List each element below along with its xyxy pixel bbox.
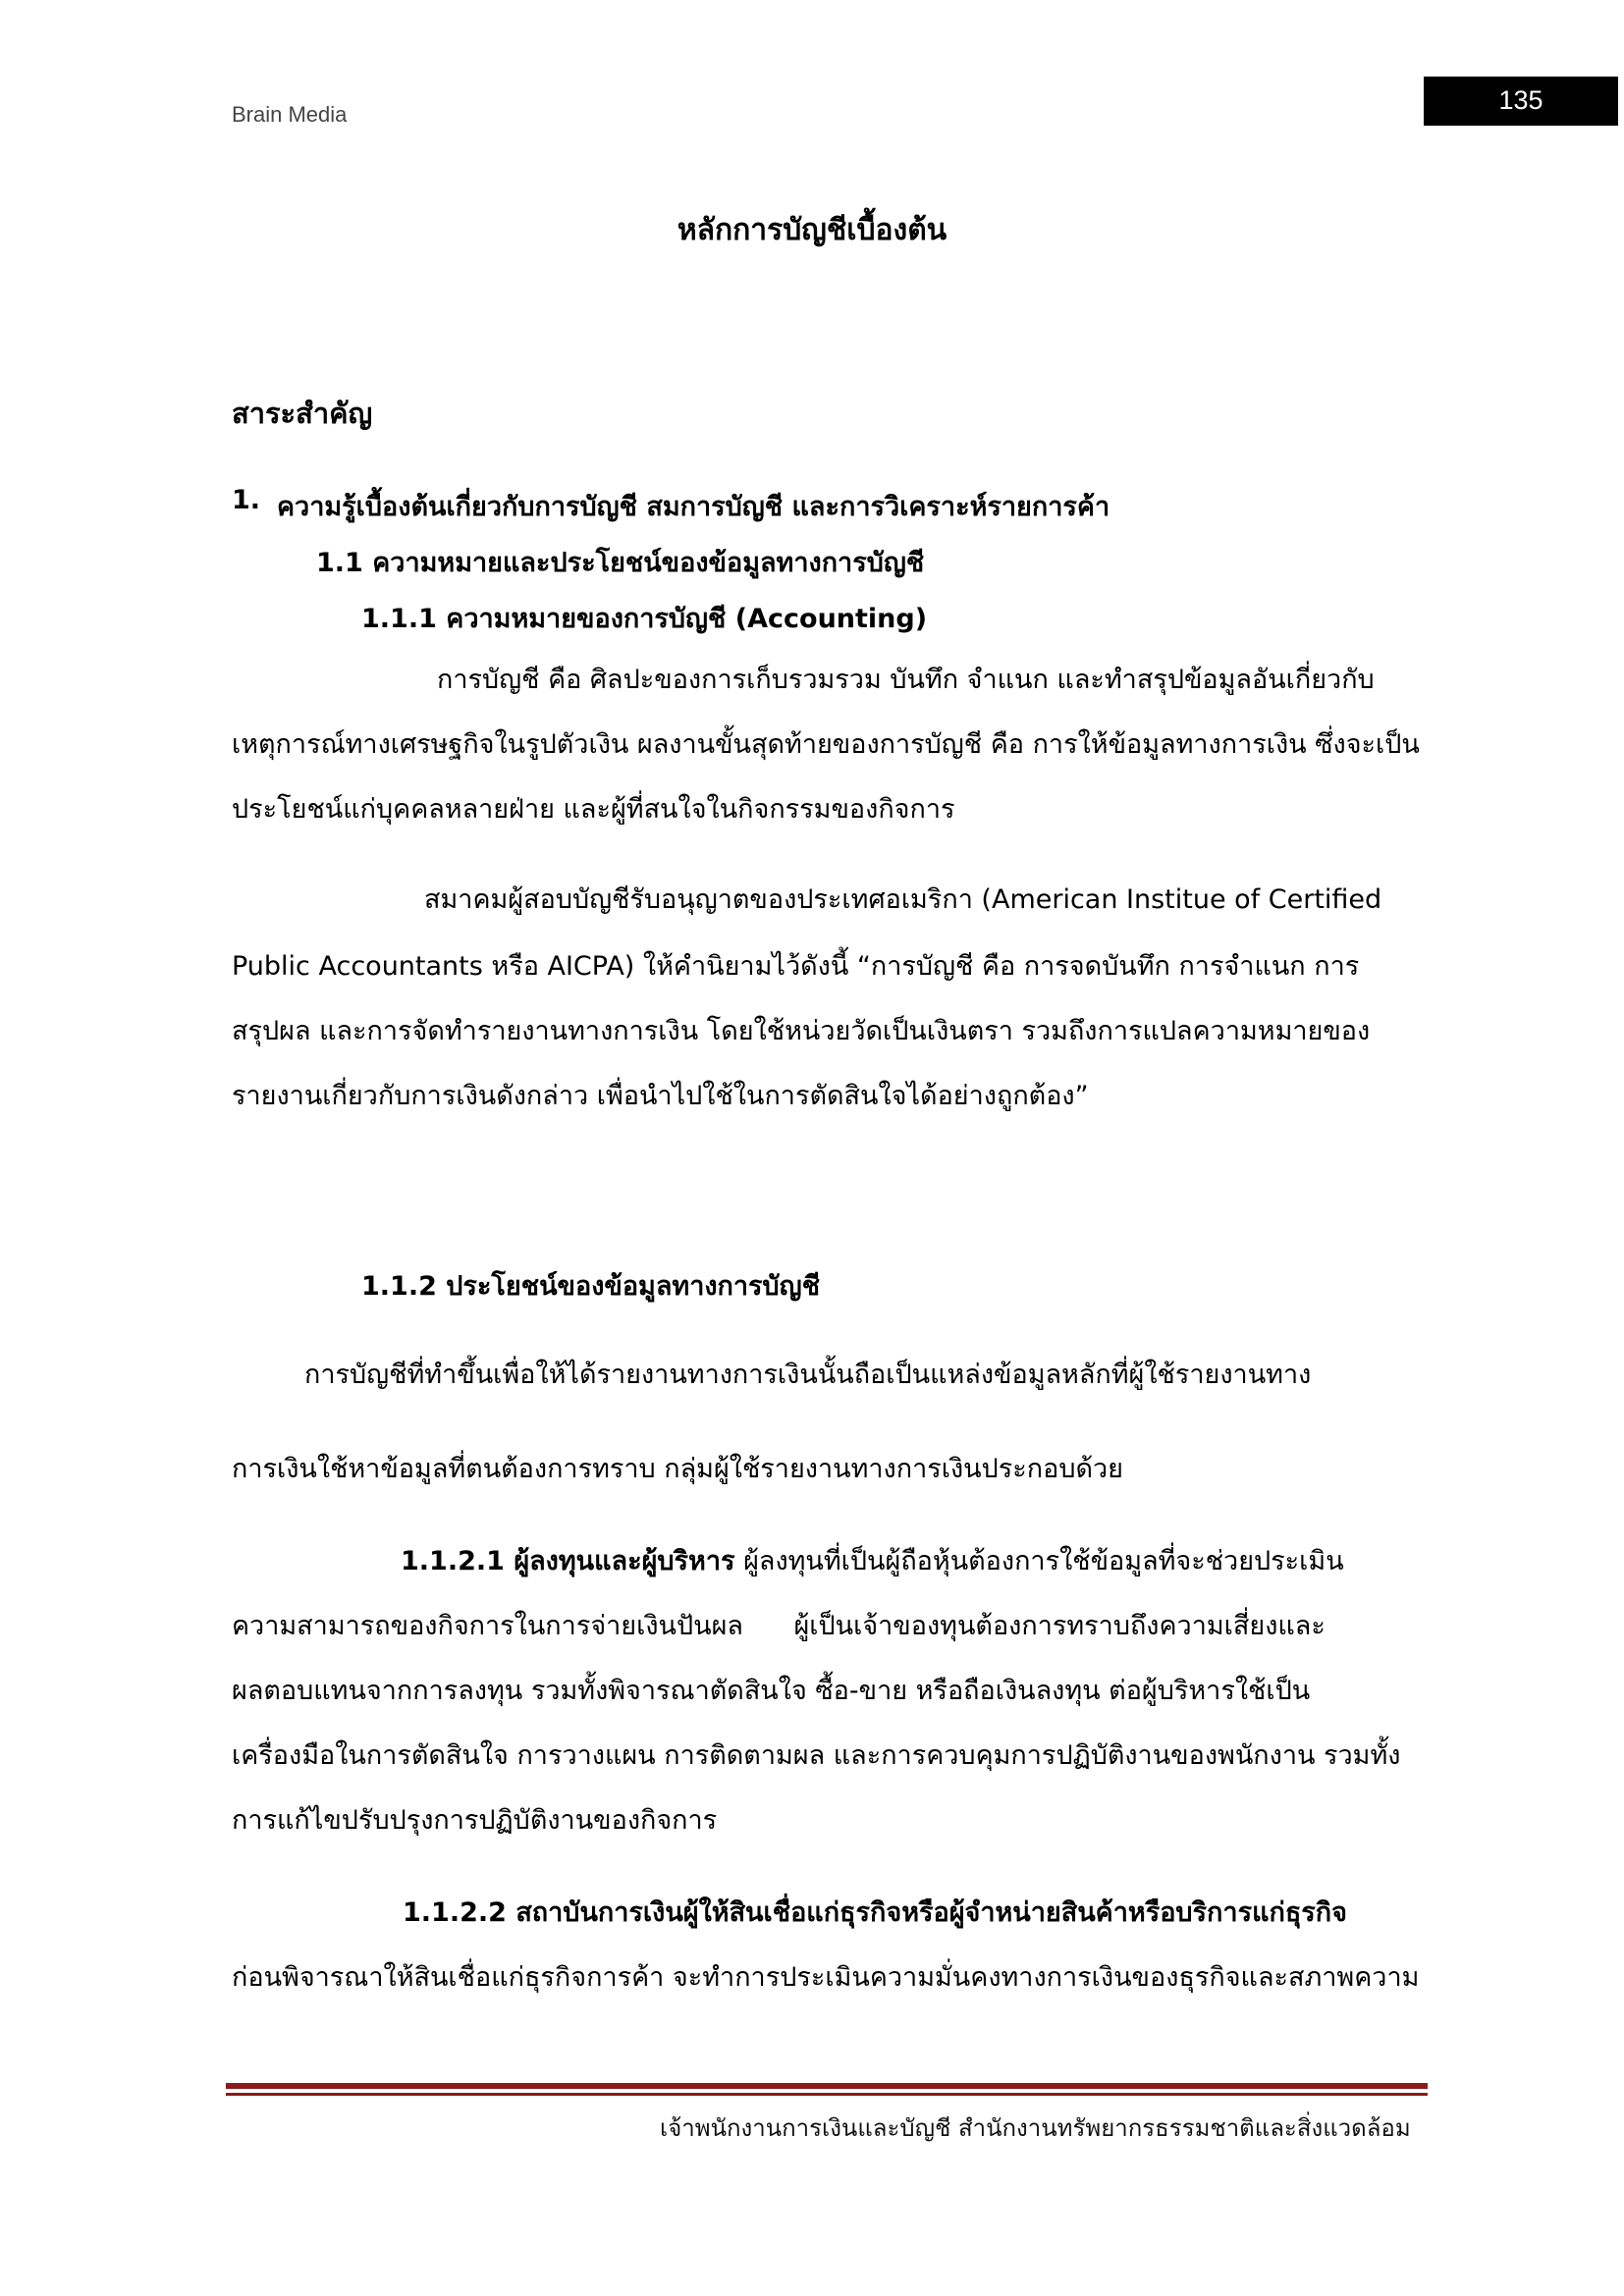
paragraph-line: เหตุการณ์ทางเศรษฐกิจในรูปตัวเงิน ผลงานขั้นสุดท้ายของการบัญชี คือ การให้ข้อมูลทางการเงิน ซึ่งจะเป็น bbox=[232, 729, 1420, 760]
paragraph-line: ประโยชน์แก่บุคคลหลายฝ่าย และผู้ที่สนใจในกิจกรรมของกิจการ bbox=[232, 794, 955, 825]
subheading-1-1-2-2: 1.1.2.2 สถาบันการเงินผู้ให้สินเชื่อแก่ธุรกิจหรือผู้จำหน่ายสินค้าหรือบริการแก่ธุรกิจ bbox=[403, 1897, 1347, 1928]
paragraph-line: Public Accountants หรือ AICPA) ให้คำนิยามไว้ดังนี้ “การบัญชี คือ การจดบันทึก การจำแนก การ bbox=[232, 951, 1360, 982]
paragraph-line bbox=[401, 1539, 1344, 1581]
heading-1: ความรู้เบื้องต้นเกี่ยวกับการบัญชี สมการบัญชี และการวิเคราะห์รายการค้า bbox=[277, 492, 1110, 522]
paragraph-line: การบัญชี คือ ศิลปะของการเก็บรวมรวม บันทึก จำแนก และทำสรุปข้อมูลอันเกี่ยวกับ bbox=[437, 665, 1375, 695]
paragraph-line: การเงินใช้หาข้อมูลที่ตนต้องการทราบ กลุ่มผู้ใช้รายงานทางการเงินประกอบด้วย bbox=[232, 1454, 1123, 1484]
paragraph-line: รายงานเกี่ยวกับการเงินดังกล่าว เพื่อนำไปใช้ในการตัดสินใจได้อย่างถูกต้อง” bbox=[232, 1081, 1089, 1111]
section-heading: สาระสำคัญ bbox=[232, 397, 373, 430]
footer-text: เจ้าพนักงานการเงินและบัญชี สำนักงานทรัพยากรธรรมชาติและสิ่งแวดล้อม bbox=[660, 2114, 1411, 2142]
paragraph-line: ความสามารถของกิจการในการจ่ายเงินปันผล ผู้เป็นเจ้าของทุนต้องการทราบถึงความเสี่ยงและ bbox=[232, 1611, 1326, 1641]
paragraph-text: ผู้ลงทุนที่เป็นผู้ถือหุ้นต้องการใช้ข้อมูลที่จะช่วยประเมิน bbox=[734, 1546, 1344, 1576]
heading-1-1-2: 1.1.2 ประโยชน์ของข้อมูลทางการบัญชี bbox=[361, 1271, 821, 1302]
paragraph-line: การบัญชีที่ทำขึ้นเพื่อให้ได้รายงานทางการเงินนั้นถือเป็นแหล่งข้อมูลหลักที่ผู้ใช้รายงานทาง bbox=[304, 1360, 1312, 1390]
header-brand: Brain Media bbox=[232, 102, 348, 127]
paragraph-line: สมาคมผู้สอบบัญชีรับอนุญาตของประเทศอเมริกา (American Institue of Certified bbox=[424, 884, 1382, 915]
footer-rule-thick bbox=[226, 2083, 1428, 2089]
subheading-1-1-2-1: 1.1.2.1 ผู้ลงทุนและผู้บริหาร bbox=[401, 1546, 735, 1576]
footer-rule-thin bbox=[226, 2093, 1428, 2096]
paragraph-line: สรุปผล และการจัดทำรายงานทางการเงิน โดยใช้หน่วยวัดเป็นเงินตรา รวมถึงการแปลความหมายของ bbox=[232, 1016, 1371, 1046]
page-number-box bbox=[1424, 77, 1618, 126]
heading-1-number: 1. bbox=[232, 485, 261, 515]
paragraph-line: ก่อนพิจารณาให้สินเชื่อแก่ธุรกิจการค้า จะทำการประเมินความมั่นคงทางการเงินของธุรกิจและสภาพความ bbox=[232, 1962, 1420, 1993]
paragraph-line: การแก้ไขปรับปรุงการปฏิบัติงานของกิจการ bbox=[232, 1805, 718, 1836]
page-title: หลักการบัญชีเบื้องต้น bbox=[677, 213, 947, 247]
heading-1-1-1: 1.1.1 ความหมายของการบัญชี (Accounting) bbox=[361, 604, 928, 634]
paragraph-line: ผลตอบแทนจากการลงทุน รวมทั้งพิจารณาตัดสินใจ ซื้อ-ขาย หรือถือเงินลงทุน ต่อผู้บริหารใช้เป็น bbox=[232, 1676, 1311, 1706]
heading-1-1: 1.1 ความหมายและประโยชน์ของข้อมูลทางการบัญชี bbox=[316, 548, 925, 578]
page-number: 135 bbox=[1498, 85, 1543, 115]
paragraph-line: เครื่องมือในการตัดสินใจ การวางแผน การติดตามผล และการควบคุมการปฏิบัติงานของพนักงาน รวมทั้ง bbox=[232, 1740, 1401, 1771]
